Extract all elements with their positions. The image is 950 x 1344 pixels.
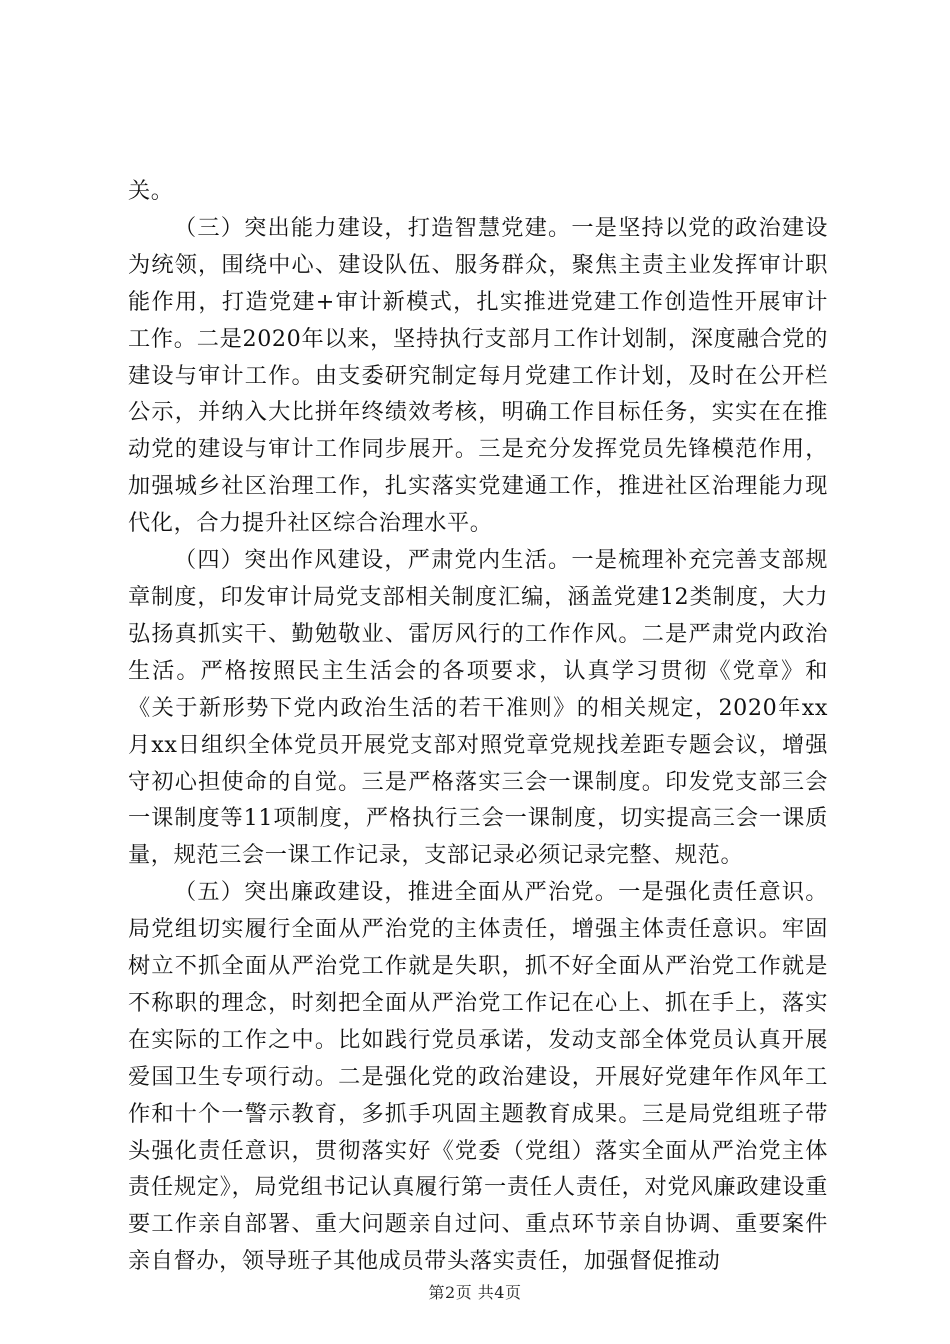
paragraph-section-3: （三）突出能力建设，打造智慧党建。一是坚持以党的政治建设为统领，围绕中心、建设队伍、服务群众，聚焦主责主业发挥审计职能作用，打造党建+审计新模式，扎实推进党建工作创造性开展审计工作。二是2020年以来，坚持执行支部月工作计划制，深度融合党的建设与审计工作。由支委研究制定每月党建工作计划，及时在公开栏公示，并纳入大比拼年终绩效考核，明确工作目标任务，实实在在推动党的建设与审计工作同步展开。三是充分发挥党员先锋模范作用，加强城乡社区治理工作，扎实落实党建通工作，推进社区治理能力现代化，合力提升社区综合治理水平。: [128, 214, 828, 537]
paragraph-section-5: （五）突出廉政建设，推进全面从严治党。一是强化责任意识。局党组切实履行全面从严治党的主体责任，增强主体责任意识。牢固树立不抓全面从严治党工作就是失职，抓不好全面从严治党工作就是不称职的理念，时刻把全面从严治党工作记在心上、抓在手上，落实在实际的工作之中。比如践行党员承诺，发动支部全体党员认真开展爱国卫生专项行动。二是强化党的政治建设，开展好党建年作风年工作和十个一警示教育，多抓手巩固主题教育成果。三是局党组班子带头强化责任意识，贯彻落实好《党委（党组）落实全面从严治党主体责任规定》，局党组书记认真履行第一责任人责任，对党风廉政建设重要工作亲自部署、重大问题亲自过问、重点环节亲自协调、重要案件亲自督办，领导班子其他成员带头落实责任，加强督促推动: [128, 879, 828, 1275]
page-number-footer: 第2页 共4页: [428, 1283, 522, 1302]
document-body: [128, 173, 828, 1280]
paragraph-continuation: 关。: [128, 178, 174, 204]
paragraph-section-4: （四）突出作风建设，严肃党内生活。一是梳理补充完善支部规章制度，印发审计局党支部相关制度汇编，涵盖党建12类制度，大力弘扬真抓实干、勤勉敬业、雷厉风行的工作作风。二是严肃党内政治生活。严格按照民主生活会的各项要求，认真学习贯彻《党章》和《关于新形势下党内政治生活的若干准则》的相关规定，2020年xx月xx日组织全体党员开展党支部对照党章党规找差距专题会议，增强守初心担使命的自觉。三是严格落实三会一课制度。印发党支部三会一课制度等11项制度，严格执行三会一课制度，切实提高三会一课质量，规范三会一课工作记录，支部记录必须记录完整、规范。: [128, 547, 828, 869]
